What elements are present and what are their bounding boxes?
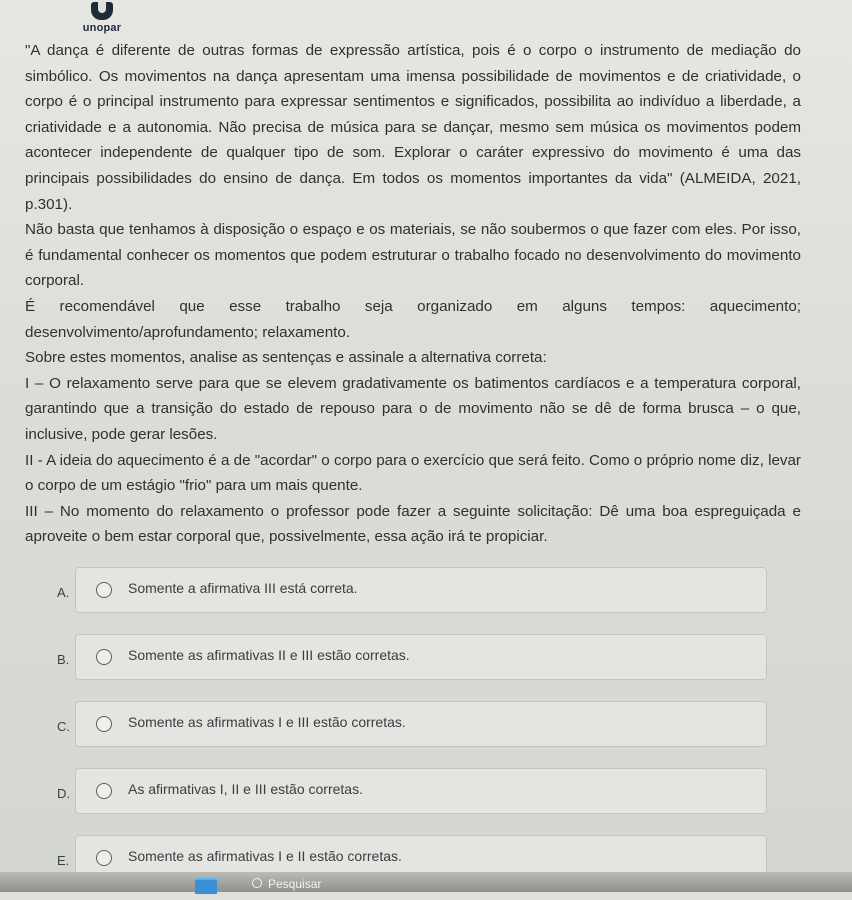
question-paragraph-phases: É recomendável que esse trabalho seja organizado em alguns tempos: aquecimento; desenvolvimento/aprofundamento; relaxamento. bbox=[25, 297, 801, 341]
option-c[interactable] bbox=[52, 699, 772, 747]
radio-icon[interactable] bbox=[96, 716, 112, 732]
option-letter: B. bbox=[57, 652, 70, 667]
option-text: Somente as afirmativas I e II estão corretas. bbox=[128, 848, 402, 864]
question-instruction: Sobre estes momentos, analise as sentenças e assinale a alternativa correta: bbox=[25, 349, 547, 367]
option-text: Somente a afirmativa III está correta. bbox=[128, 580, 358, 596]
option-text: Somente as afirmativas I e III estão corretas. bbox=[128, 714, 406, 730]
question-paragraph-context: Não basta que tenhamos à disposição o espaço e os materiais, se não soubermos o que fazer com eles. Por isso, é fundamental conhecer os momentos que podem estruturar o trabalho focado no desenvolvimento do movimento corporal. bbox=[25, 221, 801, 290]
unopar-logo bbox=[72, 2, 132, 34]
option-text: As afirmativas I, II e III estão corretas. bbox=[128, 781, 363, 797]
option-letter: D. bbox=[57, 786, 70, 801]
option-letter: A. bbox=[57, 585, 70, 600]
taskbar-search[interactable] bbox=[240, 876, 360, 892]
search-placeholder: Pesquisar bbox=[268, 877, 322, 891]
radio-icon[interactable] bbox=[96, 850, 112, 866]
option-a[interactable] bbox=[52, 565, 772, 613]
option-box[interactable] bbox=[75, 768, 767, 814]
option-letter: E. bbox=[57, 853, 70, 868]
option-box[interactable] bbox=[75, 701, 767, 747]
taskbar bbox=[0, 872, 852, 892]
answer-options bbox=[52, 565, 772, 900]
option-b[interactable] bbox=[52, 632, 772, 680]
option-d[interactable] bbox=[52, 766, 772, 814]
statement-i: I – O relaxamento serve para que se elevem gradativamente os batimentos cardíacos e a temperatura corporal, garantindo que a transição do estado de repouso para o de movimento não se dê de forma brusca – o que, inclusive, pode gerar lesões. bbox=[25, 374, 801, 443]
unopar-logo-mark bbox=[91, 2, 113, 20]
search-icon bbox=[252, 878, 262, 888]
radio-icon[interactable] bbox=[96, 649, 112, 665]
brand-name: unopar bbox=[82, 22, 122, 34]
option-box[interactable] bbox=[75, 567, 767, 613]
radio-icon[interactable] bbox=[96, 783, 112, 799]
statement-iii: III – No momento do relaxamento o professor pode fazer a seguinte solicitação: Dê uma boa espreguiçada e aproveite o bem estar corporal que, possivelmente, essa ação irá te propiciar. bbox=[25, 502, 801, 546]
question-statement bbox=[25, 38, 801, 550]
option-box[interactable] bbox=[75, 634, 767, 680]
radio-icon[interactable] bbox=[96, 582, 112, 598]
question-paragraph-quote: "A dança é diferente de outras formas de expressão artística, pois é o corpo o instrumento de mediação do simbólico. Os movimentos na dança apresentam uma imensa possibilidade de movimentos e de criatividade, o corpo é o principal instrumento para expressar sentimentos e significados, possibilita ao indivíduo a liberdade, a criatividade e a autonomia. Não precisa de música para se dançar, mesmo sem música os movimentos podem acontecer independente de qualquer tipo de som. Explorar o caráter expressivo do movimento é uma das principais possibilidades do ensino de dança. Em todos os momentos importantes da vida" (ALMEIDA, 2021, p.301). bbox=[25, 42, 801, 213]
option-text: Somente as afirmativas II e III estão corretas. bbox=[128, 647, 410, 663]
option-letter: C. bbox=[57, 719, 70, 734]
statement-ii: II - A ideia do aquecimento é a de "acordar" o corpo para o exercício que será feito. Como o próprio nome diz, levar o corpo de um estágio "frio" para um mais quente. bbox=[25, 451, 801, 495]
